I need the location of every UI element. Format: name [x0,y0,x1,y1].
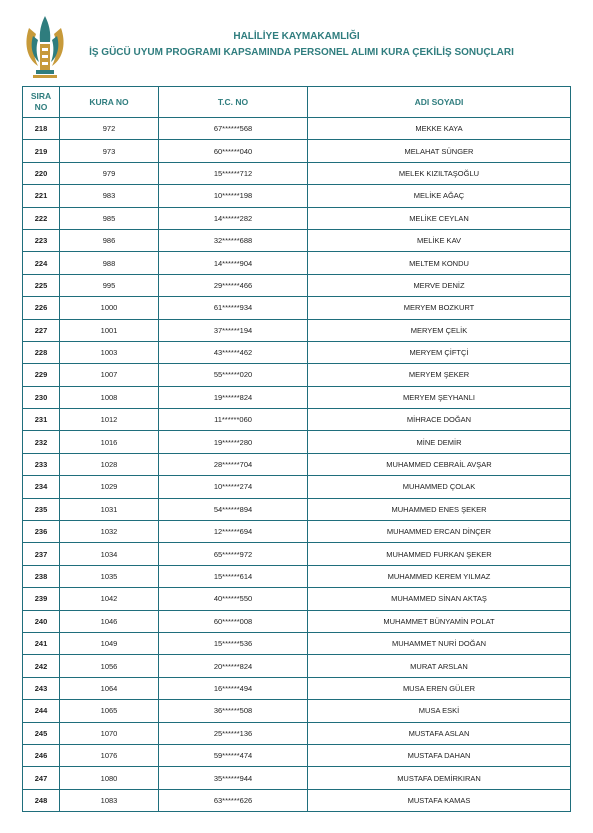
kura-no-cell: 983 [60,185,159,207]
document-title: İŞ GÜCÜ UYUM PROGRAMI KAPSAMINDA PERSONEL ALIMI KURA ÇEKİLİŞ SONUÇLARI [89,47,514,58]
col-header-kura-no: KURA NO [60,87,159,118]
name-cell: MURAT ARSLAN [308,655,571,677]
kura-no-cell: 985 [60,207,159,229]
sira-cell: 238 [23,565,60,587]
office-title: HALİLİYE KAYMAKAMLIĞI [233,31,360,42]
sira-cell: 234 [23,476,60,498]
sira-cell: 231 [23,409,60,431]
kura-no-cell: 1076 [60,744,159,766]
table-row [23,319,571,341]
kura-no-cell: 988 [60,252,159,274]
table-row [23,543,571,565]
tc-no-cell: 32******688 [159,229,308,251]
table-row [23,610,571,632]
name-cell: MUHAMMET NURİ DOĞAN [308,632,571,654]
table-row [23,655,571,677]
sira-cell: 246 [23,744,60,766]
table-row [23,677,571,699]
tc-no-cell: 61******934 [159,297,308,319]
kura-no-cell: 1029 [60,476,159,498]
table-row [23,498,571,520]
kura-no-cell: 1065 [60,700,159,722]
table-row [23,431,571,453]
tc-no-cell: 10******198 [159,185,308,207]
sira-cell: 221 [23,185,60,207]
tc-no-cell: 15******712 [159,162,308,184]
kura-no-cell: 972 [60,118,159,140]
sira-cell: 235 [23,498,60,520]
table-row [23,252,571,274]
name-cell: MELİKE AĞAÇ [308,185,571,207]
sira-cell: 239 [23,588,60,610]
name-cell: MUHAMMED SİNAN AKTAŞ [308,588,571,610]
kura-no-cell: 1032 [60,521,159,543]
sira-cell: 228 [23,341,60,363]
table-row [23,274,571,296]
table-row [23,722,571,744]
table-row [23,789,571,811]
table-row [23,588,571,610]
tc-no-cell: 40******550 [159,588,308,610]
tc-no-cell: 10******274 [159,476,308,498]
sira-cell: 220 [23,162,60,184]
table-row [23,453,571,475]
kura-no-cell: 1042 [60,588,159,610]
tc-no-cell: 37******194 [159,319,308,341]
tc-no-cell: 25******136 [159,722,308,744]
table-row [23,632,571,654]
sira-cell: 225 [23,274,60,296]
kura-no-cell: 1016 [60,431,159,453]
name-cell: MUHAMMED ERCAN DİNÇER [308,521,571,543]
kura-no-cell: 1012 [60,409,159,431]
tc-no-cell: 28******704 [159,453,308,475]
table-row [23,700,571,722]
name-cell: MERYEM ÇELİK [308,319,571,341]
kura-no-cell: 1056 [60,655,159,677]
table-header-row [23,87,571,118]
table-row [23,364,571,386]
sira-cell: 230 [23,386,60,408]
name-cell: MELİKE KAV [308,229,571,251]
col-header-adi-soyadi: ADI SOYADI [308,87,571,118]
table-row [23,565,571,587]
name-cell: MELTEM KONDU [308,252,571,274]
name-cell: MUSTAFA ASLAN [308,722,571,744]
tc-no-cell: 60******008 [159,610,308,632]
kura-no-cell: 1046 [60,610,159,632]
name-cell: MUSA EREN GÜLER [308,677,571,699]
kura-no-cell: 979 [60,162,159,184]
kura-no-cell: 1034 [60,543,159,565]
table-row [23,767,571,789]
tc-no-cell: 20******824 [159,655,308,677]
name-cell: MERYEM BOZKURT [308,297,571,319]
kura-no-cell: 986 [60,229,159,251]
name-cell: MELİKE CEYLAN [308,207,571,229]
document-header [0,0,593,86]
sira-cell: 222 [23,207,60,229]
sira-cell: 244 [23,700,60,722]
sira-cell: 236 [23,521,60,543]
tc-no-cell: 36******508 [159,700,308,722]
sira-cell: 223 [23,229,60,251]
tc-no-cell: 67******568 [159,118,308,140]
table-row [23,476,571,498]
tc-no-cell: 19******280 [159,431,308,453]
name-cell: MUHAMMED CEBRAİL AVŞAR [308,453,571,475]
name-cell: MUHAMMED ENES ŞEKER [308,498,571,520]
table-row [23,185,571,207]
sira-cell: 229 [23,364,60,386]
table-row [23,521,571,543]
name-cell: MUHAMMET BÜNYAMİN POLAT [308,610,571,632]
table-row [23,229,571,251]
tc-no-cell: 55******020 [159,364,308,386]
sira-cell: 243 [23,677,60,699]
table-row [23,386,571,408]
name-cell: MERYEM ŞEYHANLI [308,386,571,408]
kura-no-cell: 1064 [60,677,159,699]
name-cell: MUSTAFA KAMAS [308,789,571,811]
sira-cell: 233 [23,453,60,475]
col-header-sira-no: SIRA NO [23,87,60,118]
tc-no-cell: 63******626 [159,789,308,811]
tc-no-cell: 11******060 [159,409,308,431]
name-cell: MERVE DENİZ [308,274,571,296]
tc-no-cell: 15******536 [159,632,308,654]
kura-no-cell: 1049 [60,632,159,654]
sira-cell: 240 [23,610,60,632]
name-cell: MELAHAT SÜNGER [308,140,571,162]
sira-cell: 247 [23,767,60,789]
name-cell: MUHAMMED KEREM YILMAZ [308,565,571,587]
name-cell: MİHRACE DOĞAN [308,409,571,431]
results-table [22,86,571,812]
sira-cell: 241 [23,632,60,654]
tc-no-cell: 16******494 [159,677,308,699]
kura-no-cell: 1028 [60,453,159,475]
tc-no-cell: 29******466 [159,274,308,296]
name-cell: MİNE DEMİR [308,431,571,453]
name-cell: MUSA ESKİ [308,700,571,722]
tc-no-cell: 43******462 [159,341,308,363]
name-cell: MUHAMMED ÇOLAK [308,476,571,498]
table-row [23,297,571,319]
tc-no-cell: 15******614 [159,565,308,587]
kura-no-cell: 1003 [60,341,159,363]
table-row [23,140,571,162]
table-row [23,162,571,184]
kura-no-cell: 1083 [60,789,159,811]
sira-cell: 226 [23,297,60,319]
sira-cell: 232 [23,431,60,453]
kura-no-cell: 1008 [60,386,159,408]
kura-no-cell: 973 [60,140,159,162]
table-row [23,409,571,431]
kura-no-cell: 1035 [60,565,159,587]
tc-no-cell: 14******904 [159,252,308,274]
name-cell: MUSTAFA DAHAN [308,744,571,766]
sira-cell: 242 [23,655,60,677]
kura-no-cell: 1080 [60,767,159,789]
kura-no-cell: 1001 [60,319,159,341]
name-cell: MUSTAFA DEMİRKIRAN [308,767,571,789]
kura-no-cell: 1070 [60,722,159,744]
tc-no-cell: 35******944 [159,767,308,789]
tc-no-cell: 65******972 [159,543,308,565]
kura-no-cell: 1031 [60,498,159,520]
col-header-tc-no: T.C. NO [159,87,308,118]
kura-no-cell: 1000 [60,297,159,319]
tc-no-cell: 59******474 [159,744,308,766]
sira-cell: 245 [23,722,60,744]
tc-no-cell: 54******894 [159,498,308,520]
name-cell: MEKKE KAYA [308,118,571,140]
tc-no-cell: 60******040 [159,140,308,162]
table-row [23,118,571,140]
sira-cell: 248 [23,789,60,811]
tc-no-cell: 14******282 [159,207,308,229]
sira-cell: 237 [23,543,60,565]
table-row [23,207,571,229]
name-cell: MERYEM ÇİFTÇİ [308,341,571,363]
name-cell: MELEK KIZILTAŞOĞLU [308,162,571,184]
kura-no-cell: 1007 [60,364,159,386]
name-cell: MERYEM ŞEKER [308,364,571,386]
sira-cell: 224 [23,252,60,274]
table-row [23,341,571,363]
sira-cell: 218 [23,118,60,140]
tc-no-cell: 12******694 [159,521,308,543]
kura-no-cell: 995 [60,274,159,296]
tc-no-cell: 19******824 [159,386,308,408]
sira-cell: 227 [23,319,60,341]
sira-cell: 219 [23,140,60,162]
table-row [23,744,571,766]
name-cell: MUHAMMED FURKAN ŞEKER [308,543,571,565]
